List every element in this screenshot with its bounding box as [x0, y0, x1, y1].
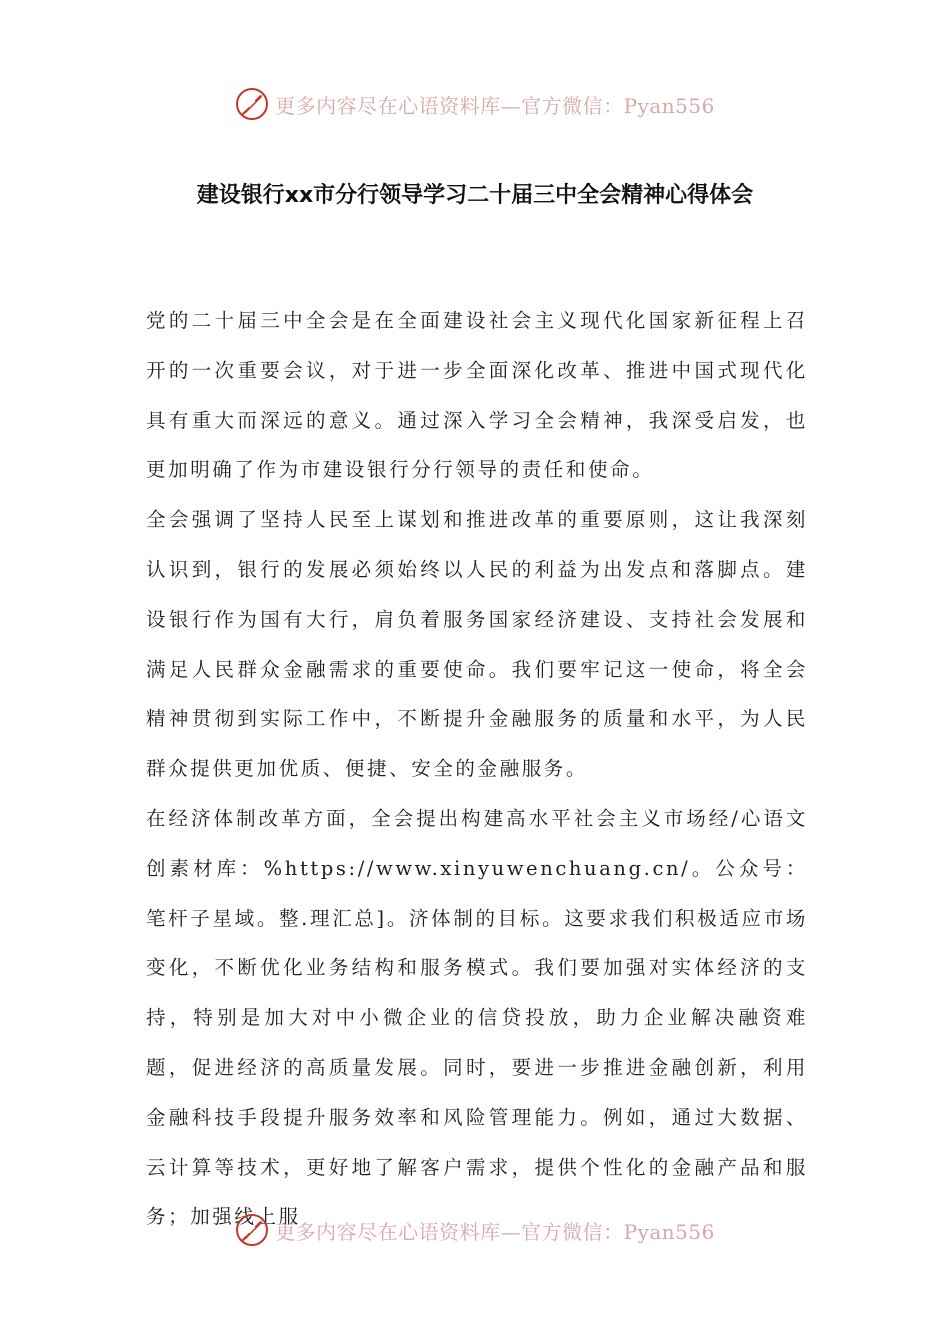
quill-pen-icon — [235, 1213, 269, 1247]
paragraph: 在经济体制改革方面，全会提出构建高水平社会主义市场经/心语文创素材库：%https://www.xinyuwenchuang.cn/。公众号：笔杆子星域。整.理汇总]。济体制的目标。这要求我们积极适应市场变化，不断优化业务结构和服务模式。我们要加强对实体经济的支持，特别是加大对中小微企业的信贷投放，助力企业解决融资难题，促进经济的高质量发展。同时，要进一步推进金融创新，利用金融科技手段提升服务效率和风险管理能力。例如，通过大数据、云计算等技术，更好地了解客户需求，提供个性化的金融产品和服务；加强线上服 — [146, 806, 808, 1229]
header-watermark-banner — [0, 84, 950, 124]
footer-watermark-banner — [0, 1210, 950, 1250]
paragraph: 全会强调了坚持人民至上谋划和推进改革的重要原则，这让我深刻认识到，银行的发展必须始终以人民的利益为出发点和落脚点。建设银行作为国有大行，肩负着服务国家经济建设、支持社会发展和满足人民群众金融需求的重要使命。我们要牢记这一使命，将全会精神贯彻到实际工作中，不断提升金融服务的质量和水平，为人民群众提供更加优质、便捷、安全的金融服务。 — [146, 508, 808, 781]
banner-text: 更多内容尽在心语资料库—官方微信：Pyan556 — [275, 1219, 715, 1244]
paragraph: 党的二十届三中全会是在全面建设社会主义现代化国家新征程上召开的一次重要会议，对于进一步全面深化改革、推进中国式现代化具有重大而深远的意义。通过深入学习全会精神，我深受启发，也更加明确了作为市建设银行分行领导的责任和使命。 — [146, 309, 808, 482]
quill-pen-icon — [235, 87, 269, 121]
document-title: 建设银行xx市分行领导学习二十届三中全会精神心得体会 — [196, 183, 754, 208]
document-body — [146, 296, 808, 1242]
banner-text: 更多内容尽在心语资料库—官方微信：Pyan556 — [275, 93, 715, 118]
